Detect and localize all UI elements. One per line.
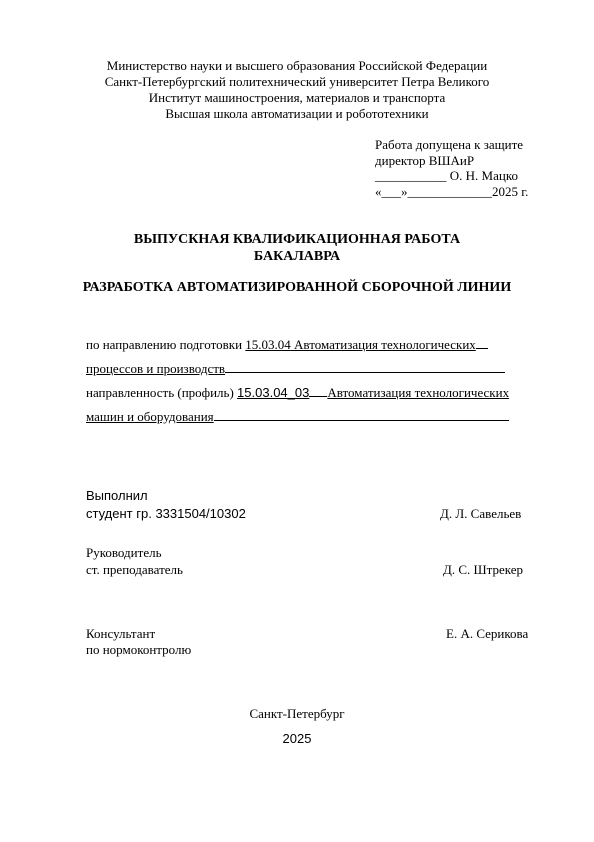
supervisor-label: Руководитель <box>86 545 162 560</box>
direction-line1 <box>86 337 488 353</box>
consultant-position: по нормоконтролю <box>86 642 192 657</box>
profile-code: 15.03.04_03 <box>237 385 310 400</box>
student-prefix: студент гр. <box>86 506 156 521</box>
approval-signature-line <box>375 168 518 184</box>
underline-fill <box>476 337 488 349</box>
approver-name: О. Н. Мацко <box>449 168 518 183</box>
direction-line2 <box>86 361 505 377</box>
approval-date-line <box>375 184 528 200</box>
city: Санкт-Петербург <box>249 706 345 721</box>
student-line <box>86 506 246 521</box>
underline-fill <box>214 409 509 421</box>
direction-prefix: по направлению подготовки <box>86 337 246 352</box>
profile-prefix: направленность (профиль) <box>86 385 238 400</box>
consultant-label: Консультант <box>86 626 156 641</box>
university-line: Санкт-Петербургский политехнический университет Петра Великого <box>104 74 490 89</box>
work-topic: РАЗРАБОТКА АВТОМАТИЗИРОВАННОЙ СБОРОЧНОЙ ЛИНИИ <box>82 280 512 295</box>
performer-label: Выполнил <box>86 488 148 503</box>
approval-date-blank: «___»_____________ <box>375 184 492 199</box>
direction-name2: процессов и производств <box>86 361 226 376</box>
footer-year: 2025 <box>282 731 312 746</box>
profile-name2: машин и оборудования <box>86 409 214 424</box>
work-type-line1: ВЫПУСКНАЯ КВАЛИФИКАЦИОННАЯ РАБОТА <box>133 232 461 247</box>
work-type-line2: БАКАЛАВРА <box>253 249 341 264</box>
profile-line1 <box>86 385 509 401</box>
approval-year: 2025 г. <box>492 184 529 199</box>
student-name: Д. Л. Савельев <box>440 506 522 521</box>
student-group: 3331504/10302 <box>155 506 246 521</box>
direction-name1: Автоматизация технологических <box>290 337 476 352</box>
ministry-line: Министерство науки и высшего образования Российской Федерации <box>106 58 488 73</box>
signature-blank: ___________ <box>375 168 447 183</box>
profile-name1: Автоматизация технологических <box>327 385 510 400</box>
approval-position: директор ВШАиР <box>375 153 475 168</box>
institute-line: Институт машиностроения, материалов и транспорта <box>148 90 446 105</box>
supervisor-position: ст. преподаватель <box>86 562 183 577</box>
supervisor-name: Д. С. Штрекер <box>443 562 524 577</box>
consultant-name: Е. А. Серикова <box>446 626 529 641</box>
underline-fill <box>225 361 505 373</box>
school-line: Высшая школа автоматизации и робототехники <box>165 106 429 121</box>
underline-fill <box>309 385 327 397</box>
direction-code: 15.03.04 <box>245 337 291 352</box>
profile-line2 <box>86 409 509 425</box>
approval-admitted: Работа допущена к защите <box>375 137 524 152</box>
